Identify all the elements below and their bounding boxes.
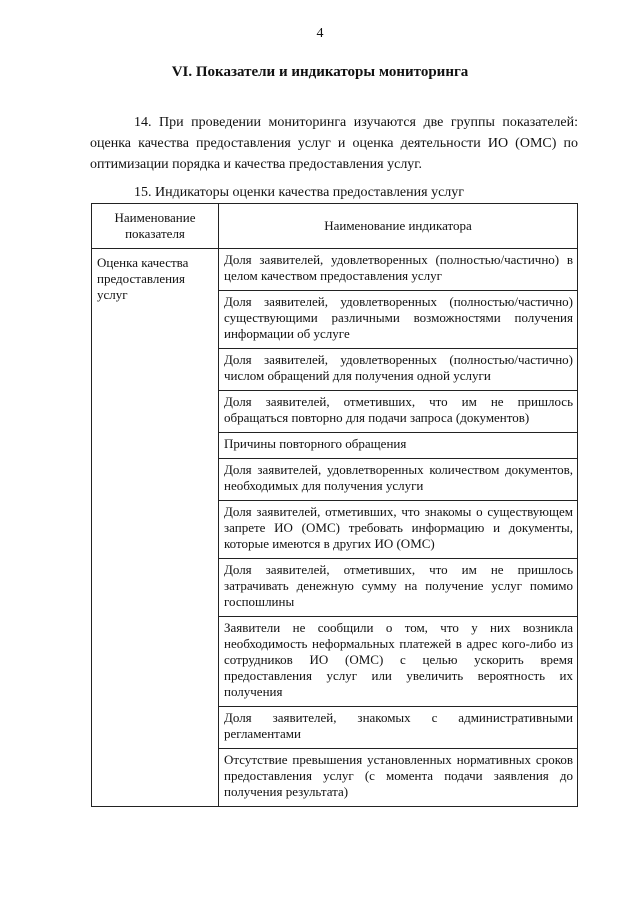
indicator-cell: Доля заявителей, удовлетворенных (полностью/частично) существующими различными возможностями получения информации об услуге [219, 291, 578, 349]
header-indicator-name: Наименование индикатора [219, 204, 578, 249]
table-row [92, 249, 578, 291]
indicator-cell: Доля заявителей, знакомых с административными регламентами [219, 707, 578, 749]
table-header-row [92, 204, 578, 249]
indicators-table [91, 203, 578, 807]
indicator-cell: Заявители не сообщили о том, что у них возникла необходимость неформальных платежей в адрес кого-либо из сотрудников ИО (ОМС) с целью ускорить время предоставления услуг или увеличить вероятность их получения [219, 617, 578, 707]
section-title: VI. Показатели и индикаторы мониторинга [171, 64, 469, 80]
indicator-cell: Доля заявителей, удовлетворенных (полностью/частично) числом обращений для получения одной услуги [219, 349, 578, 391]
indicator-cell: Доля заявителей, отметивших, что им не пришлось затрачивать денежную сумму на получение услуг помимо госпошлины [219, 559, 578, 617]
indicator-cell: Доля заявителей, отметивших, что им не пришлось обращаться повторно для подачи запроса (документов) [219, 391, 578, 433]
paragraph-14: 14. При проведении мониторинга изучаются две группы показателей: оценка качества предоставления услуг и оценка деятельности ИО (ОМС) по оптимизации порядка и качества предоставления услуг. [90, 115, 578, 172]
header-indicator-group: Наименование показателя [92, 204, 219, 249]
group-name-cell: Оценка качества предоставления услуг [92, 249, 219, 807]
paragraph-15: 15. Индикаторы оценки качества предоставления услуг [134, 185, 465, 200]
indicator-cell: Отсутствие превышения установленных нормативных сроков предоставления услуг (с момента подачи заявления до получения результата) [219, 749, 578, 807]
indicator-cell: Доля заявителей, отметивших, что знакомы о существующем запрете ИО (ОМС) требовать информацию и документы, которые имеются в других ИО (ОМС) [219, 501, 578, 559]
indicator-cell: Причины повторного обращения [219, 433, 578, 459]
indicator-cell: Доля заявителей, удовлетворенных количеством документов, необходимых для получения услуги [219, 459, 578, 501]
page-number: 4 [316, 26, 324, 41]
indicator-cell: Доля заявителей, удовлетворенных (полностью/частично) в целом качеством предоставления услуг [219, 249, 578, 291]
